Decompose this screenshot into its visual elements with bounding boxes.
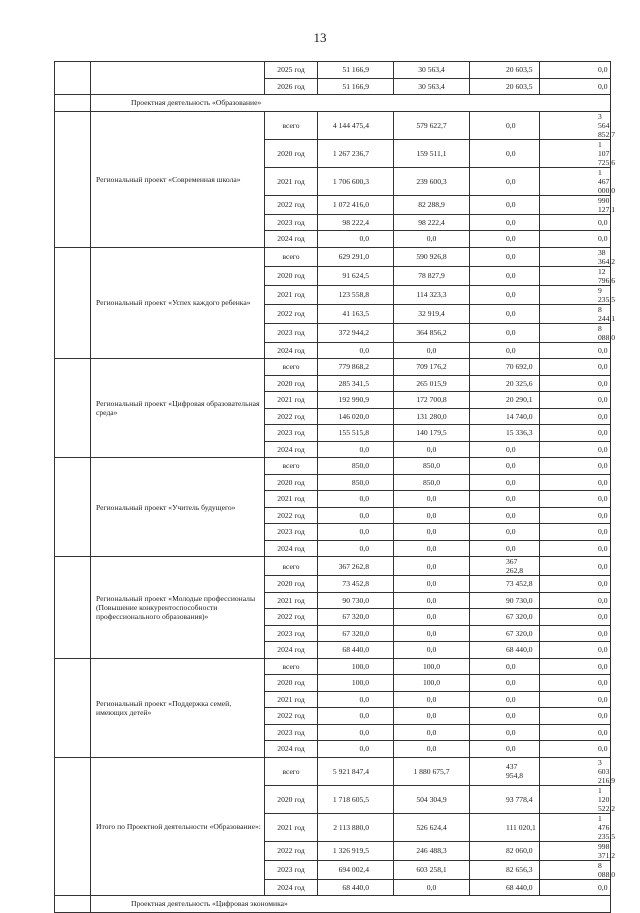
index-cell xyxy=(55,757,91,896)
federal-budget-cell: 0,0 xyxy=(540,625,611,642)
regional-budget-cell: 603 258,1 xyxy=(394,860,470,879)
regional-budget-cell: 0,0 xyxy=(394,741,470,758)
index-cell xyxy=(55,95,91,112)
year-cell: 2020 год xyxy=(265,675,318,692)
year-cell: 2021 год xyxy=(265,491,318,508)
total-cell: 1 706 600,3 xyxy=(318,167,394,195)
section-row-digital xyxy=(55,896,611,913)
year-cell: всего xyxy=(265,458,318,475)
regional-budget-cell: 0,0 xyxy=(394,342,470,359)
local-budget-cell: 0,0 xyxy=(470,524,540,541)
federal-budget-cell: 0,0 xyxy=(540,441,611,458)
local-budget-cell: 67 320,0 xyxy=(470,625,540,642)
local-budget-cell: 93 778,4 xyxy=(470,785,540,813)
year-cell: 2020 год xyxy=(265,375,318,392)
local-budget-cell: 20 290,1 xyxy=(470,392,540,409)
regional-budget-cell: 0,0 xyxy=(394,592,470,609)
regional-budget-cell: 30 563,4 xyxy=(394,78,470,95)
regional-budget-cell: 131 280,0 xyxy=(394,408,470,425)
regional-budget-cell: 0,0 xyxy=(394,576,470,593)
federal-budget-cell: 0,0 xyxy=(540,458,611,475)
total-cell: 5 921 847,4 xyxy=(318,757,394,785)
project-name: Региональный проект «Молодые профессионалы (Повышение конкурентоспособности профессионального образования)» xyxy=(91,557,265,659)
local-budget-cell: 90 730,0 xyxy=(470,592,540,609)
regional-budget-cell: 100,0 xyxy=(394,675,470,692)
section-title: Проектная деятельность «Цифровая экономика» xyxy=(91,896,611,913)
index-cell xyxy=(55,458,91,557)
year-cell: 2023 год xyxy=(265,724,318,741)
local-budget-cell: 68 440,0 xyxy=(470,879,540,896)
total-cell: 0,0 xyxy=(318,691,394,708)
table-row xyxy=(55,458,611,475)
local-budget-cell: 0,0 xyxy=(470,691,540,708)
local-budget-cell: 68 440,0 xyxy=(470,642,540,659)
local-budget-cell: 20 603,5 xyxy=(470,78,540,95)
federal-budget-cell: 998 371,2 xyxy=(540,841,611,860)
table-row xyxy=(55,658,611,675)
local-budget-cell: 15 336,3 xyxy=(470,425,540,442)
federal-budget-cell: 990 127,1 xyxy=(540,195,611,214)
total-cell: 41 163,5 xyxy=(318,304,394,323)
year-cell: всего xyxy=(265,111,318,139)
year-cell: 2026 год xyxy=(265,78,318,95)
section-title: Проектная деятельность «Образование» xyxy=(91,95,611,112)
table-row xyxy=(55,111,611,139)
local-budget-cell: 437 954,8 xyxy=(470,757,540,785)
regional-budget-cell: 0,0 xyxy=(394,724,470,741)
federal-budget-cell: 0,0 xyxy=(540,474,611,491)
total-cell: 0,0 xyxy=(318,231,394,248)
total-cell: 1 267 236,7 xyxy=(318,139,394,167)
local-budget-cell: 0,0 xyxy=(470,441,540,458)
local-budget-cell: 0,0 xyxy=(470,724,540,741)
year-cell: 2023 год xyxy=(265,860,318,879)
regional-budget-cell: 32 919,4 xyxy=(394,304,470,323)
local-budget-cell: 0,0 xyxy=(470,675,540,692)
total-cell: 100,0 xyxy=(318,675,394,692)
local-budget-cell: 0,0 xyxy=(470,658,540,675)
project-name: Региональный проект «Успех каждого ребенка» xyxy=(91,247,265,359)
local-budget-cell: 0,0 xyxy=(470,342,540,359)
project-name: Региональный проект «Учитель будущего» xyxy=(91,458,265,557)
year-cell: 2021 год xyxy=(265,167,318,195)
year-cell: 2022 год xyxy=(265,841,318,860)
federal-budget-cell: 0,0 xyxy=(540,78,611,95)
total-cell: 67 320,0 xyxy=(318,625,394,642)
regional-budget-cell: 0,0 xyxy=(394,507,470,524)
local-budget-cell: 0,0 xyxy=(470,741,540,758)
index-cell xyxy=(55,359,91,458)
federal-budget-cell: 9 235,5 xyxy=(540,285,611,304)
federal-budget-cell: 38 364,2 xyxy=(540,247,611,266)
year-cell: 2021 год xyxy=(265,392,318,409)
index-cell xyxy=(55,111,91,247)
project-name: Итого по Проектной деятельности «Образование»: xyxy=(91,757,265,896)
year-cell: 2020 год xyxy=(265,474,318,491)
total-cell: 73 452,8 xyxy=(318,576,394,593)
total-cell: 367 262,8 xyxy=(318,557,394,576)
year-cell: 2023 год xyxy=(265,323,318,342)
regional-budget-cell: 0,0 xyxy=(394,691,470,708)
total-cell: 372 944,2 xyxy=(318,323,394,342)
total-cell: 0,0 xyxy=(318,342,394,359)
regional-budget-cell: 82 288,9 xyxy=(394,195,470,214)
total-cell: 91 624,5 xyxy=(318,266,394,285)
regional-budget-cell: 850,0 xyxy=(394,458,470,475)
local-budget-cell: 0,0 xyxy=(470,708,540,725)
index-cell xyxy=(55,557,91,659)
year-cell: 2022 год xyxy=(265,708,318,725)
local-budget-cell: 0,0 xyxy=(470,491,540,508)
total-cell: 0,0 xyxy=(318,540,394,557)
table-row xyxy=(55,62,611,79)
federal-budget-cell: 0,0 xyxy=(540,592,611,609)
total-cell: 850,0 xyxy=(318,474,394,491)
federal-budget-cell: 0,0 xyxy=(540,609,611,626)
year-cell: 2021 год xyxy=(265,592,318,609)
total-cell: 123 558,8 xyxy=(318,285,394,304)
regional-budget-cell: 159 511,1 xyxy=(394,139,470,167)
year-cell: 2020 год xyxy=(265,576,318,593)
total-cell: 629 291,0 xyxy=(318,247,394,266)
federal-budget-cell: 1 120 522,2 xyxy=(540,785,611,813)
regional-budget-cell: 98 222,4 xyxy=(394,214,470,231)
index-cell xyxy=(55,658,91,757)
regional-budget-cell: 0,0 xyxy=(394,625,470,642)
year-cell: 2025 год xyxy=(265,62,318,79)
total-cell: 2 113 880,0 xyxy=(318,813,394,841)
year-cell: 2023 год xyxy=(265,425,318,442)
total-cell: 68 440,0 xyxy=(318,879,394,896)
federal-budget-cell: 0,0 xyxy=(540,642,611,659)
year-cell: 2021 год xyxy=(265,813,318,841)
local-budget-cell: 0,0 xyxy=(470,247,540,266)
regional-budget-cell: 239 600,3 xyxy=(394,167,470,195)
year-cell: 2022 год xyxy=(265,195,318,214)
year-cell: 2022 год xyxy=(265,609,318,626)
total-cell: 155 515,8 xyxy=(318,425,394,442)
local-budget-cell: 0,0 xyxy=(470,214,540,231)
federal-budget-cell: 0,0 xyxy=(540,691,611,708)
local-budget-cell: 82 060,0 xyxy=(470,841,540,860)
local-budget-cell: 0,0 xyxy=(470,458,540,475)
federal-budget-cell: 12 796,6 xyxy=(540,266,611,285)
regional-budget-cell: 0,0 xyxy=(394,540,470,557)
regional-budget-cell: 0,0 xyxy=(394,642,470,659)
local-budget-cell: 70 692,0 xyxy=(470,359,540,376)
table-row xyxy=(55,757,611,785)
federal-budget-cell: 8 088,0 xyxy=(540,860,611,879)
federal-budget-cell: 0,0 xyxy=(540,675,611,692)
year-cell: 2020 год xyxy=(265,266,318,285)
total-cell: 4 144 475,4 xyxy=(318,111,394,139)
index-cell xyxy=(55,896,91,913)
federal-budget-cell: 1 467 000,0 xyxy=(540,167,611,195)
local-budget-cell: 73 452,8 xyxy=(470,576,540,593)
year-cell: 2024 год xyxy=(265,441,318,458)
federal-budget-cell: 0,0 xyxy=(540,359,611,376)
year-cell: 2024 год xyxy=(265,642,318,659)
local-budget-cell: 0,0 xyxy=(470,507,540,524)
federal-budget-cell: 1 476 235,5 xyxy=(540,813,611,841)
local-budget-cell: 0,0 xyxy=(470,304,540,323)
federal-budget-cell: 0,0 xyxy=(540,741,611,758)
federal-budget-cell: 0,0 xyxy=(540,540,611,557)
year-cell: 2022 год xyxy=(265,304,318,323)
regional-budget-cell: 1 880 675,7 xyxy=(394,757,470,785)
total-cell: 100,0 xyxy=(318,658,394,675)
local-budget-cell: 0,0 xyxy=(470,266,540,285)
regional-budget-cell: 0,0 xyxy=(394,609,470,626)
total-cell: 0,0 xyxy=(318,491,394,508)
year-cell: всего xyxy=(265,557,318,576)
federal-budget-cell: 0,0 xyxy=(540,342,611,359)
federal-budget-cell: 0,0 xyxy=(540,375,611,392)
year-cell: всего xyxy=(265,247,318,266)
federal-budget-cell: 0,0 xyxy=(540,507,611,524)
index-cell xyxy=(55,247,91,359)
regional-budget-cell: 140 179,5 xyxy=(394,425,470,442)
year-cell: 2022 год xyxy=(265,507,318,524)
table-row xyxy=(55,359,611,376)
regional-budget-cell: 0,0 xyxy=(394,231,470,248)
total-cell: 850,0 xyxy=(318,458,394,475)
federal-budget-cell: 0,0 xyxy=(540,408,611,425)
regional-budget-cell: 0,0 xyxy=(394,441,470,458)
local-budget-cell: 367 262,8 xyxy=(470,557,540,576)
total-cell: 0,0 xyxy=(318,441,394,458)
index-cell xyxy=(55,62,91,95)
total-cell: 192 990,9 xyxy=(318,392,394,409)
total-cell: 0,0 xyxy=(318,708,394,725)
regional-budget-cell: 504 304,9 xyxy=(394,785,470,813)
regional-budget-cell: 709 176,2 xyxy=(394,359,470,376)
local-budget-cell: 111 020,1 xyxy=(470,813,540,841)
regional-budget-cell: 364 856,2 xyxy=(394,323,470,342)
local-budget-cell: 14 740,0 xyxy=(470,408,540,425)
budget-table xyxy=(54,61,616,913)
federal-budget-cell: 8 244,1 xyxy=(540,304,611,323)
total-cell: 779 868,2 xyxy=(318,359,394,376)
federal-budget-cell: 0,0 xyxy=(540,214,611,231)
regional-budget-cell: 579 622,7 xyxy=(394,111,470,139)
total-cell: 694 002,4 xyxy=(318,860,394,879)
local-budget-cell: 0,0 xyxy=(470,540,540,557)
local-budget-cell: 0,0 xyxy=(470,167,540,195)
total-cell: 0,0 xyxy=(318,741,394,758)
year-cell: 2023 год xyxy=(265,625,318,642)
federal-budget-cell: 0,0 xyxy=(540,491,611,508)
federal-budget-cell: 0,0 xyxy=(540,576,611,593)
year-cell: всего xyxy=(265,757,318,785)
federal-budget-cell: 0,0 xyxy=(540,879,611,896)
federal-budget-cell: 0,0 xyxy=(540,724,611,741)
table-row xyxy=(55,247,611,266)
total-cell: 90 730,0 xyxy=(318,592,394,609)
total-cell: 0,0 xyxy=(318,724,394,741)
total-cell: 67 320,0 xyxy=(318,609,394,626)
regional-budget-cell: 0,0 xyxy=(394,708,470,725)
regional-budget-cell: 172 700,8 xyxy=(394,392,470,409)
regional-budget-cell: 78 827,9 xyxy=(394,266,470,285)
year-cell: 2024 год xyxy=(265,879,318,896)
year-cell: 2021 год xyxy=(265,285,318,304)
year-cell: 2024 год xyxy=(265,540,318,557)
name-cell xyxy=(91,62,265,95)
federal-budget-cell: 3 564 852,7 xyxy=(540,111,611,139)
total-cell: 68 440,0 xyxy=(318,642,394,659)
regional-budget-cell: 0,0 xyxy=(394,491,470,508)
total-cell: 0,0 xyxy=(318,524,394,541)
year-cell: 2024 год xyxy=(265,342,318,359)
regional-budget-cell: 0,0 xyxy=(394,524,470,541)
year-cell: 2024 год xyxy=(265,231,318,248)
total-cell: 51 166,9 xyxy=(318,62,394,79)
year-cell: всего xyxy=(265,359,318,376)
regional-budget-cell: 526 624,4 xyxy=(394,813,470,841)
year-cell: 2021 год xyxy=(265,691,318,708)
total-cell: 1 718 605,5 xyxy=(318,785,394,813)
local-budget-cell: 20 325,6 xyxy=(470,375,540,392)
local-budget-cell: 0,0 xyxy=(470,195,540,214)
federal-budget-cell: 3 603 216,9 xyxy=(540,757,611,785)
federal-budget-cell: 0,0 xyxy=(540,658,611,675)
project-name: Региональный проект «Цифровая образовательная среда» xyxy=(91,359,265,458)
total-cell: 285 341,5 xyxy=(318,375,394,392)
federal-budget-cell: 0,0 xyxy=(540,524,611,541)
local-budget-cell: 82 656,3 xyxy=(470,860,540,879)
regional-budget-cell: 100,0 xyxy=(394,658,470,675)
federal-budget-cell: 0,0 xyxy=(540,392,611,409)
total-cell: 1 072 416,0 xyxy=(318,195,394,214)
local-budget-cell: 0,0 xyxy=(470,285,540,304)
regional-budget-cell: 114 323,3 xyxy=(394,285,470,304)
total-cell: 0,0 xyxy=(318,507,394,524)
regional-budget-cell: 0,0 xyxy=(394,879,470,896)
local-budget-cell: 20 603,5 xyxy=(470,62,540,79)
federal-budget-cell: 1 107 725,6 xyxy=(540,139,611,167)
local-budget-cell: 0,0 xyxy=(470,139,540,167)
total-cell: 1 326 919,5 xyxy=(318,841,394,860)
regional-budget-cell: 265 015,9 xyxy=(394,375,470,392)
page-number: 13 xyxy=(313,30,327,45)
total-cell: 98 222,4 xyxy=(318,214,394,231)
year-cell: всего xyxy=(265,658,318,675)
year-cell: 2022 год xyxy=(265,408,318,425)
year-cell: 2020 год xyxy=(265,785,318,813)
total-cell: 51 166,9 xyxy=(318,78,394,95)
federal-budget-cell: 0,0 xyxy=(540,708,611,725)
table-row xyxy=(55,557,611,576)
local-budget-cell: 67 320,0 xyxy=(470,609,540,626)
local-budget-cell: 0,0 xyxy=(470,111,540,139)
federal-budget-cell: 0,0 xyxy=(540,557,611,576)
federal-budget-cell: 0,0 xyxy=(540,425,611,442)
federal-budget-cell: 8 088,0 xyxy=(540,323,611,342)
local-budget-cell: 0,0 xyxy=(470,474,540,491)
project-name: Региональный проект «Поддержка семей, имеющих детей» xyxy=(91,658,265,757)
year-cell: 2020 год xyxy=(265,139,318,167)
project-name: Региональный проект «Современная школа» xyxy=(91,111,265,247)
federal-budget-cell: 0,0 xyxy=(540,62,611,79)
regional-budget-cell: 246 488,3 xyxy=(394,841,470,860)
regional-budget-cell: 0,0 xyxy=(394,557,470,576)
regional-budget-cell: 30 563,4 xyxy=(394,62,470,79)
year-cell: 2023 год xyxy=(265,214,318,231)
year-cell: 2024 год xyxy=(265,741,318,758)
total-cell: 146 020,0 xyxy=(318,408,394,425)
local-budget-cell: 0,0 xyxy=(470,231,540,248)
year-cell: 2023 год xyxy=(265,524,318,541)
federal-budget-cell: 0,0 xyxy=(540,231,611,248)
local-budget-cell: 0,0 xyxy=(470,323,540,342)
regional-budget-cell: 590 926,8 xyxy=(394,247,470,266)
section-row-education xyxy=(55,95,611,112)
regional-budget-cell: 850,0 xyxy=(394,474,470,491)
